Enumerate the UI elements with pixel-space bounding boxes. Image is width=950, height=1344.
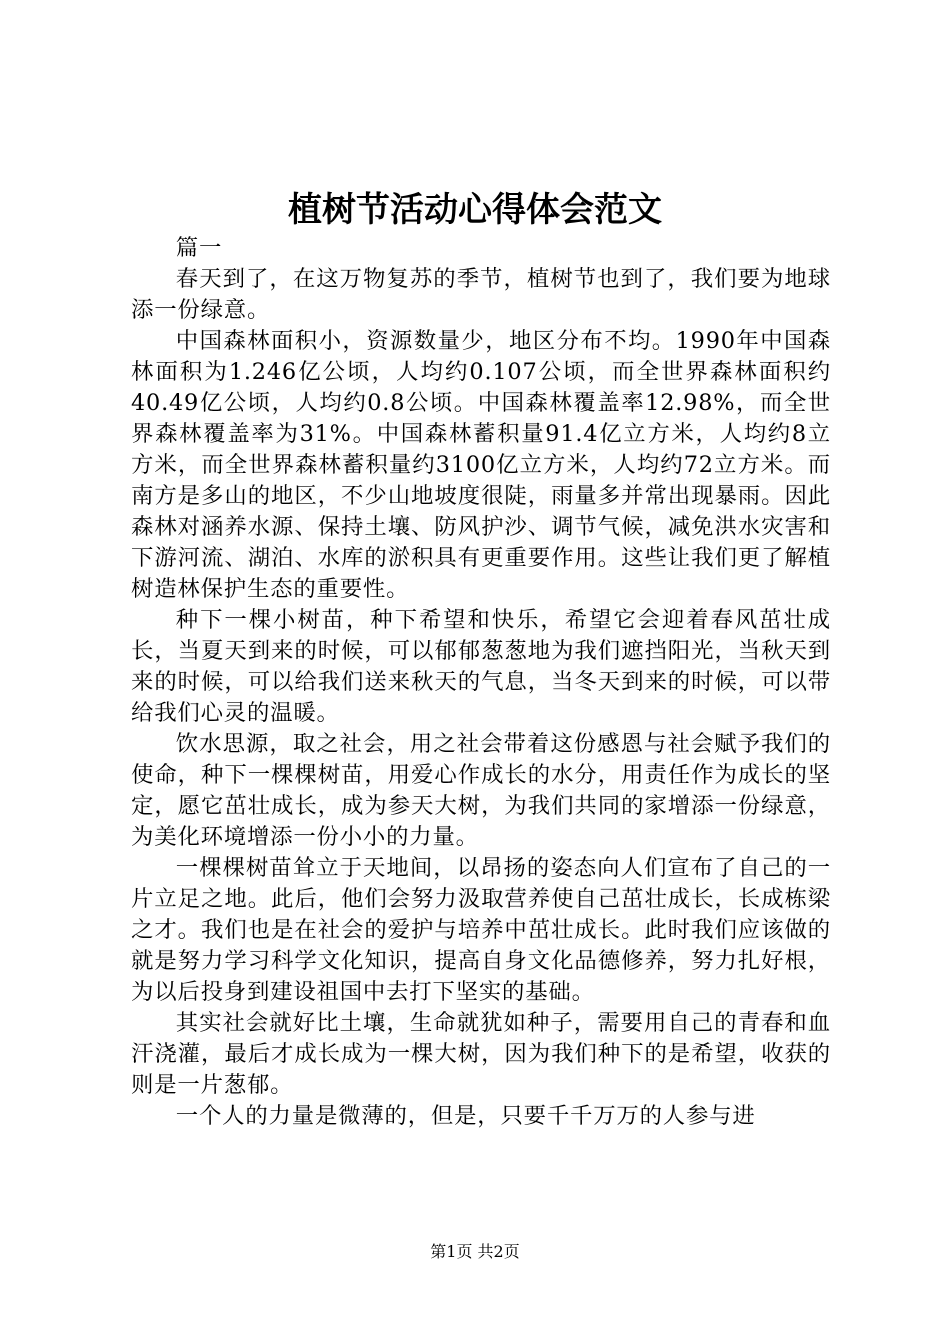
paragraph: 中国森林面积小，资源数量少，地区分布不均。1990年中国森林面积为1.246亿公顷，人均约0.107公顷，而全世界森林面积约40.49亿公顷，人均约0.8公顷。中国森林覆盖率12.98%，而全世界森林覆盖率为31%。中国森林蓄积量91.4亿立方米，人均约8立方米，而全世界森林蓄积量约3100亿立方米，人均约72立方米。而南方是多山的地区，不少山地坡度很陡，雨量多并常出现暴雨。因此森林对涵养水源、保持土壤、防风护沙、调节气候，减免洪水灾害和下游河流、湖泊、水库的淤积具有更重要作用。这些让我们更了解植树造林保护生态的重要性。 <box>131 328 831 602</box>
section-heading: 篇一 <box>175 235 223 261</box>
page-footer: 第1页 共2页 <box>430 1242 520 1261</box>
paragraph: 种下一棵小树苗，种下希望和快乐，希望它会迎着春风茁壮成长，当夏天到来的时候，可以郁郁葱葱地为我们遮挡阳光，当秋天到来的时候，可以给我们送来秋天的气息，当冬天到来的时候，可以带给我们心灵的温暖。 <box>131 607 831 726</box>
paragraph: 饮水思源，取之社会，用之社会带着这份感恩与社会赋予我们的使命，种下一棵棵树苗，用爱心作成长的水分，用责任作为成长的坚定，愿它茁壮成长，成为参天大树，为我们共同的家增添一份绿意，为美化环境增添一份小小的力量。 <box>131 731 831 850</box>
paragraph: 一个人的力量是微薄的，但是，只要千千万万的人参与进 <box>175 1103 756 1129</box>
document-body <box>131 233 831 1132</box>
document-title: 植树节活动心得体会范文 <box>288 190 662 230</box>
paragraph: 其实社会就好比土壤，生命就犹如种子，需要用自己的青春和血汗浇灌，最后才成长成为一棵大树，因为我们种下的是希望，收获的则是一片葱郁。 <box>131 1010 831 1098</box>
paragraph: 春天到了，在这万物复苏的季节，植树节也到了，我们要为地球添一份绿意。 <box>131 266 831 323</box>
paragraph: 一棵棵树苗耸立于天地间，以昂扬的姿态向人们宣布了自己的一片立足之地。此后，他们会努力汲取营养使自己茁壮成长，长成栋梁之才。我们也是在社会的爱护与培养中茁壮成长。此时我们应该做的就是努力学习科学文化知识，提高自身文化品德修养，努力扎好根，为以后投身到建设祖国中去打下坚实的基础。 <box>131 855 831 1005</box>
